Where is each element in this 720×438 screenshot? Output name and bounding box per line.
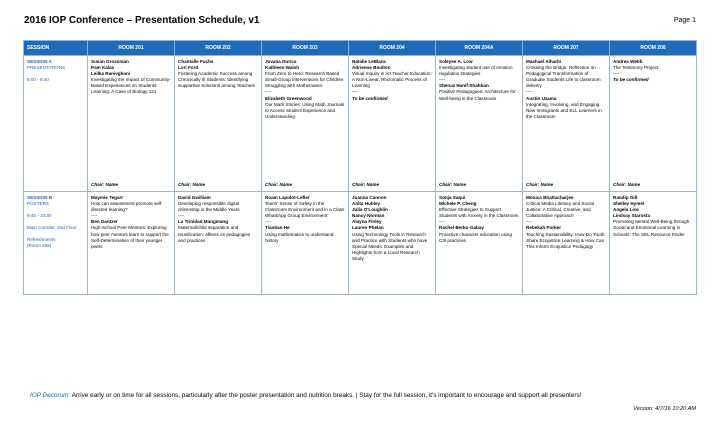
presenter-name: Noam Lapidot-Lefler <box>265 195 310 200</box>
presenter-name: Monica Bhattacharjee <box>526 195 574 200</box>
presenter-name: Angela Low <box>613 207 639 213</box>
presentation-title: Proactive character education using C3I practices <box>439 231 513 243</box>
session-a-row <box>24 56 697 192</box>
presentation-title: Using Technology Tools in Research and Practice with Students who have Special Needs: Examples and Highlights from a Local Research Study <box>352 231 428 261</box>
session-b-room-202 <box>175 192 262 295</box>
presenter-name: Tiantian He <box>265 225 290 231</box>
session-b-info <box>24 192 88 295</box>
separator: ---- <box>265 219 272 225</box>
presenter-name: Adrienne Boulton <box>352 65 391 71</box>
presenter-name: Michele P. Cheng <box>439 201 477 207</box>
presenter-name: Jovana Durica <box>265 59 297 64</box>
presentation-title: Our Math Stories: Using Math Journals to Access Student Experience and Understanding <box>265 101 345 119</box>
separator: ---- <box>265 89 272 95</box>
presentation-title: Integrating, Involving, and Engaging New Immigrants and ELL Learners in the Classroom <box>526 101 602 119</box>
presenter-name: Chantalle Fuchs <box>178 59 214 64</box>
presentation-title: High-School Peer Mentors: Exploring how peer mentors learn to support the Self-Determination of their younger peers <box>91 225 169 249</box>
session-b-refreshments-room: (Room 289) <box>27 243 52 249</box>
presenter-name: Joanna Cannon <box>352 195 387 200</box>
chair-label: Chair: Name <box>178 182 206 187</box>
session-b-room-208 <box>610 192 697 295</box>
header-room-204: ROOM 204 <box>349 41 436 56</box>
presentation-title: Using mathematics to understand history <box>265 231 334 243</box>
presentation-title: The Testimony Project <box>613 65 659 71</box>
presenter-name: Shelley Hymel <box>613 201 645 207</box>
presenter-name: Pam Kalas <box>91 65 115 71</box>
presenter-name: Andrea Webb <box>613 59 643 64</box>
presenter-name: Nancy Norman <box>352 213 385 219</box>
separator: ---- <box>178 213 185 219</box>
presenter-name: Anita Hubley <box>352 201 381 207</box>
chair-label: Chair: Name <box>91 182 119 187</box>
presenter-name: Alayna Finley <box>352 219 382 225</box>
decorum-text: Arrive early or on time for all sessions, particularly after the poster presentation and nutrition breaks. | Stay for the full session, it's important to encourage and support all presenters! <box>70 392 582 399</box>
presentation-title: How can assessment promote self-directed learning? <box>91 201 163 213</box>
presenter-name: To be confirmed <box>352 95 388 101</box>
separator: ---- <box>352 89 359 95</box>
presentation-title: Fostering Academic Success among Chronically Ill Students: Identifying Supportive Solutions among Teachers <box>178 71 256 89</box>
presentation-title: Maternal/child separation and reunification: effects on pedagogies and practices <box>178 225 251 243</box>
presenter-name: Lori Ford <box>178 65 199 71</box>
presenter-name: Lauren Phelan <box>352 225 384 231</box>
presenter-name: Soleyee A. Low <box>439 59 473 64</box>
presentation-title: Investigating the Impact of Community-Based Experiences on Students' Learning: A Case of Biology 121 <box>91 77 171 95</box>
presentation-title: Crossing the Bridge: Reflection on Pedagogical Transformation of Graduate Students Life to classroom delivery <box>526 65 601 89</box>
chair-label: Chair: Name <box>439 182 467 187</box>
session-b-room-207 <box>523 192 610 295</box>
presenter-name: Leilka Ranivghani <box>91 71 131 77</box>
presenter-name: Maymie Tegart <box>91 195 123 200</box>
chair-label: Chair: Name <box>352 182 380 187</box>
presenter-name: Natalie LeBlanc <box>352 59 387 64</box>
session-b-room-204 <box>349 192 436 295</box>
presentation-title: Teens' Sense of Safety in the Classroom Environment and in a Class WhatsApp Group Environment <box>265 201 345 219</box>
session-b-time: 9:45 - 10:30 <box>27 213 52 219</box>
header-room-207: ROOM 207 <box>523 41 610 56</box>
separator: ---- <box>526 89 533 95</box>
presenter-name: Ben Dantzer <box>91 219 118 225</box>
session-b-location: Main Corridor, 2nd Floor <box>27 225 77 231</box>
session-b-room-201 <box>88 192 175 295</box>
session-a-room-207 <box>523 56 610 192</box>
presentation-title: Positive Pedagogues: Architecture for Well-being in the Classroom <box>439 89 516 101</box>
session-a-room-208 <box>610 56 697 192</box>
header-room-204a: ROOM 204A <box>436 41 523 56</box>
session-b-room-203 <box>262 192 349 295</box>
session-b-refreshments: Refreshments <box>27 237 56 243</box>
presentation-title: Developing responsible digital citizenship in the Middle Years <box>178 201 240 213</box>
presentation-title: From Zero to Hero: Research Based Small-Group Interventions for Children Struggling with Mathematics <box>265 71 344 89</box>
header-room-208: ROOM 208 <box>610 41 697 56</box>
separator: ---- <box>439 219 446 225</box>
presenter-name: Rebekah Porker <box>526 225 561 231</box>
presenter-name: Kathleen Walsh <box>265 65 300 71</box>
version-stamp: Version: 4/7/16 10:20 AM <box>633 406 696 412</box>
session-b-room-204a <box>436 192 523 295</box>
presentation-title: Investigating student use of emotion regulation strategies <box>439 65 513 77</box>
session-b-type: POSTERS <box>27 201 49 207</box>
presenter-name: Julia O'Loughlin <box>352 207 388 213</box>
decorum-lead: IOP Decorum: <box>30 392 71 399</box>
presenter-name: David Gwilliam <box>178 195 211 200</box>
session-a-room-202 <box>175 56 262 192</box>
presentation-title: Promoting Mental Well-Being through Social and Emotional Learning in Schools: The SEL Resource Finder <box>613 219 690 237</box>
session-b-row <box>24 192 697 295</box>
session-a-type: PRESENTATIONS <box>27 65 66 71</box>
chair-label: Chair: Name <box>526 182 554 187</box>
session-b-name: SESSION B <box>27 195 53 200</box>
page-number: Page 1 <box>673 17 696 24</box>
header-row <box>24 41 697 56</box>
presenter-name: Mashael Alharbi <box>526 59 562 64</box>
separator: ---- <box>91 213 98 219</box>
presenter-name: La Trinidad Mangmang <box>178 219 229 225</box>
page-title: 2016 IOP Conference – Presentation Schedule, v1 <box>24 15 260 26</box>
chair-label: Chair: Name <box>265 182 293 187</box>
header-room-201: ROOM 201 <box>88 41 175 56</box>
presenter-name: To be confirmed <box>613 77 649 83</box>
separator: ---- <box>526 219 533 225</box>
separator: ---- <box>439 77 446 83</box>
header-room-203: ROOM 203 <box>262 41 349 56</box>
presentation-title: Critical Media Literacy and Social Justice: A Critical, Creative, and Collaborative Approach <box>526 201 594 219</box>
presenter-name: Austin Uzama <box>526 95 557 101</box>
presentation-title: Visual Inquiry in Art Teacher Education: A Non-Linear, Rhizomatic Process of Learning <box>352 71 432 89</box>
chair-label: Chair: Name <box>613 182 641 187</box>
session-a-room-204 <box>349 56 436 192</box>
session-a-name: SESSION A <box>27 59 52 64</box>
presenter-name: Susan Grossman <box>91 59 129 64</box>
presenter-name: Rachel Berko-Gabay <box>439 225 484 231</box>
session-a-info <box>24 56 88 192</box>
presenter-name: Lindsay Starosta <box>613 213 651 219</box>
schedule-table <box>23 40 697 295</box>
decorum-note <box>30 392 581 399</box>
presenter-name: Shenaz Hanif-Shahban <box>439 83 489 89</box>
session-a-time: 8:00 - 9:40 <box>27 77 49 83</box>
session-a-room-201 <box>88 56 175 192</box>
presentation-title: Effective Strategies to Support Students with Anxiety in the Classroom <box>439 207 519 219</box>
session-a-room-203 <box>262 56 349 192</box>
presenter-name: Elizabeth Greenwood <box>265 95 312 101</box>
session-a-room-204a <box>436 56 523 192</box>
separator: ---- <box>613 71 620 77</box>
header-session: SESSION <box>24 41 88 56</box>
presenter-name: Sonja Saqui <box>439 195 466 200</box>
presentation-title: Teaching Sustainability: How Do Youth Share Ecojustice Learning & How Can This Inform Ecojustice Pedagogy <box>526 231 605 249</box>
presenter-name: Randip Gill <box>613 195 638 200</box>
header-room-202: ROOM 202 <box>175 41 262 56</box>
